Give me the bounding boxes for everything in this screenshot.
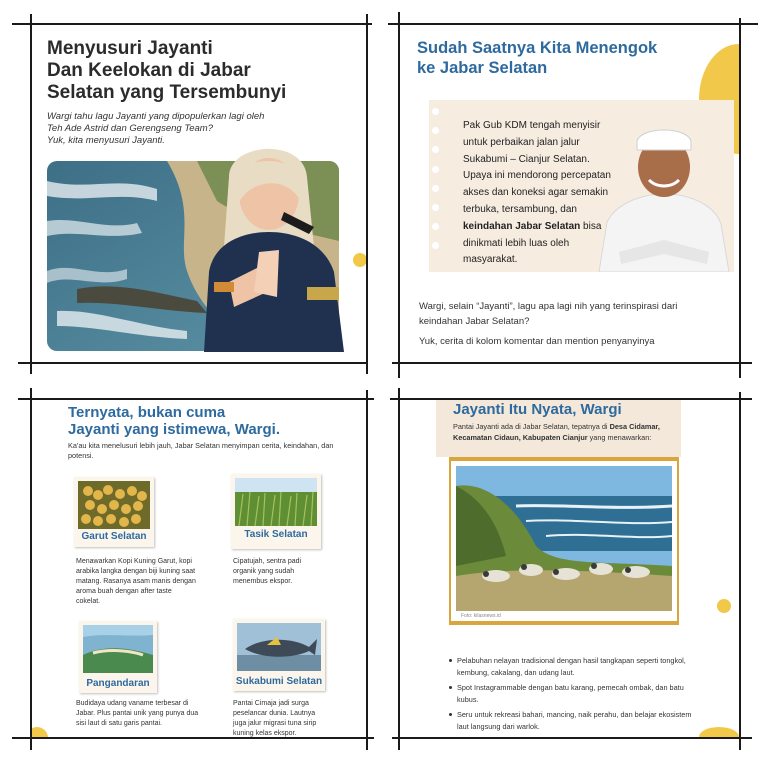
card-desc: Budidaya udang vaname terbesar di Jabar. Plus pantai unik yang punya dua sisi laut di satu garis pantai. bbox=[76, 700, 199, 727]
card-sukabumi-selatan bbox=[233, 619, 325, 691]
subtitle-text: Pantai Jayanti ada di Jabar Selatan, tepatnya di bbox=[453, 422, 610, 431]
panel4-title: Jayanti Itu Nyata, Wargi bbox=[453, 401, 622, 418]
decor-dot bbox=[31, 727, 48, 737]
panel-jabar-selatan-potensi bbox=[31, 399, 366, 737]
question-text: Wargi, selain “Jayanti”, lagu apa lagi nih yang terinspirasi dari keindahan Jabar Selatan? bbox=[419, 301, 678, 327]
tuna-photo bbox=[237, 623, 321, 671]
card-desc: Pantai Cimaja jadi surga peselancar dunia. Lautnya juga jalur migrasi tuna sirip kuning kelas ekspor. bbox=[233, 700, 317, 737]
card-desc: Cipatujah, sentra padi organik yang sudah menembus ekspor. bbox=[233, 558, 302, 585]
card-label: Pangandaran bbox=[86, 678, 150, 689]
panel-jayanti-intro bbox=[31, 24, 366, 362]
singer-photo bbox=[189, 132, 349, 352]
card-label: Tasik Selatan bbox=[244, 529, 308, 540]
decor-dot bbox=[353, 253, 366, 267]
paragraph-bold: keindahan Jabar Selatan bbox=[463, 220, 581, 232]
coffee-photo bbox=[78, 481, 150, 529]
panel-menengok bbox=[399, 24, 739, 362]
card-label: Garut Selatan bbox=[81, 531, 147, 542]
paragraph-text: bisa dinikmati lebih luas oleh masyarakat. bbox=[463, 220, 602, 266]
title-line: Menyusuri Jayanti bbox=[47, 38, 213, 59]
title-line: ke Jabar Selatan bbox=[417, 59, 548, 77]
panel1-title bbox=[47, 38, 347, 104]
governor-photo bbox=[589, 112, 734, 272]
intro-text: Ka'au kita menelusuri lebih jauh, Jabar Selatan menyimpan cerita, keindahan, dan potensi. bbox=[68, 441, 334, 460]
card-pangandaran bbox=[79, 621, 157, 693]
panel4-subtitle bbox=[453, 421, 693, 443]
subtitle-bold: Desa Cidamar, Kecamatan Cidaun, Kabupaten Cianjur bbox=[453, 422, 660, 442]
paper-holes bbox=[432, 108, 442, 262]
list-item: Seru untuk rekreasi bahari, mancing, naik perahu, dan belajar ekosistem laut langsung dari warlok. bbox=[449, 709, 699, 733]
title-line: Selatan yang Tersembunyi bbox=[47, 82, 287, 103]
card-tasik-selatan bbox=[231, 474, 321, 549]
card-garut-selatan bbox=[74, 477, 154, 547]
title-line: Ternyata, bukan cuma bbox=[68, 404, 226, 421]
photo-card bbox=[451, 461, 677, 621]
photo-caption: Foto: kilasnews.id bbox=[461, 613, 501, 619]
subtitle-line: Yuk, kita menyusuri Jayanti. bbox=[47, 135, 165, 146]
cta-text: Yuk, cerita di kolom komentar dan mention penyanyinya bbox=[419, 336, 655, 347]
panel-jayanti-nyata bbox=[399, 399, 739, 737]
card-desc: Menawarkan Kopi Kuning Garut, kopi arabika langka dengan biji kuning saat matang. Rasanya asam manis dengan aroma buah dengan after taste cokelat. bbox=[76, 558, 196, 605]
list-item: Pelabuhan nelayan tradisional dengan hasil tangkapan seperti tongkol, kembung, cakalang, dan udang laut. bbox=[449, 655, 699, 679]
panel3-title bbox=[68, 404, 328, 438]
card-label: Sukabumi Selatan bbox=[235, 676, 323, 687]
decor-dot bbox=[717, 599, 731, 613]
title-line: Jayanti yang istimewa, Wargi. bbox=[68, 421, 281, 438]
paragraph-text: Pak Gub KDM tengah menyisir untuk perbaikan jalan jalur Sukabumi – Cianjur Selatan. Upaya ini mendorong percepatan akses dan koneksi agar semakin terbuka, tersambung, dan bbox=[463, 120, 611, 215]
decor-dot bbox=[699, 727, 739, 737]
subtitle-text: yang menawarkan: bbox=[587, 433, 652, 442]
list-item: Spot Instagrammable dengan batu karang, pemecah ombak, dan batu kubus. bbox=[449, 682, 699, 706]
feature-list bbox=[449, 655, 699, 736]
panel2-title bbox=[417, 38, 687, 78]
jayanti-beach-photo bbox=[456, 466, 672, 611]
subtitle-line: Wargi tahu lagu Jayanti yang dipopulerkan lagi oleh bbox=[47, 111, 265, 122]
rice-field-photo bbox=[235, 478, 317, 526]
beach-photo bbox=[83, 625, 153, 673]
title-line: Sudah Saatnya Kita Menengok bbox=[417, 39, 658, 57]
subtitle-line: Teh Ade Astrid dan Gerengseng Team? bbox=[47, 123, 214, 134]
title-line: Dan Keelokan di Jabar bbox=[47, 60, 251, 81]
